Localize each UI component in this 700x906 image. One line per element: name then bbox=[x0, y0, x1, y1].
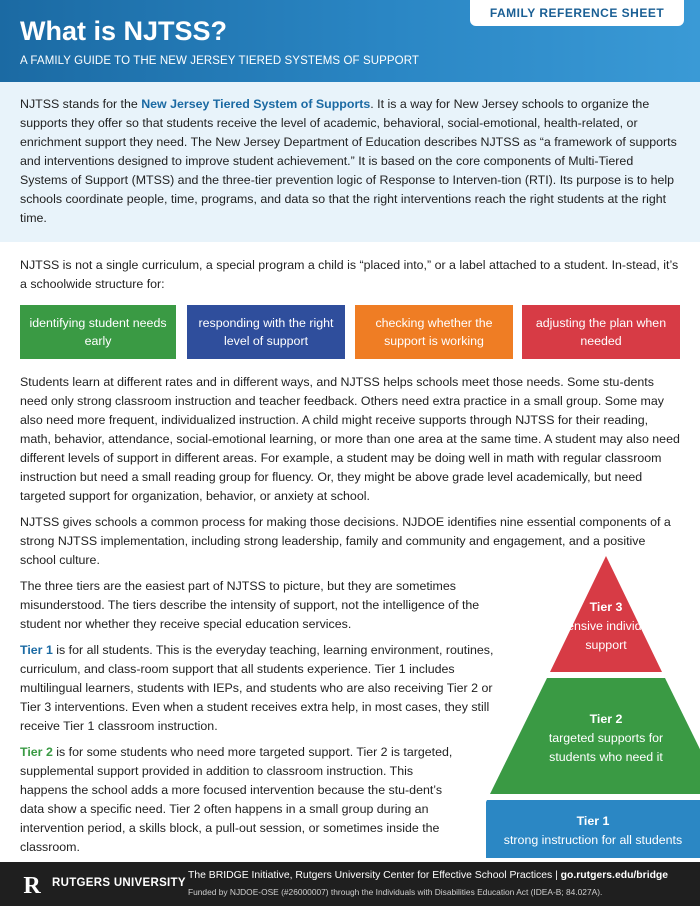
university-name: RUTGERS UNIVERSITY bbox=[52, 877, 186, 889]
tiers-paragraph: The three tiers are the easiest part of NJTSS to picture, but they are sometimes misunderstood. The tiers describe the intensity of support, not the intelligence of the student nor whether they receive special education services. bbox=[20, 579, 480, 631]
box-responding-support: responding with the right level of support bbox=[187, 305, 345, 359]
tier2-label: Tier 2 bbox=[20, 745, 53, 759]
tier1-label: Tier 1 bbox=[20, 643, 53, 657]
box-adjusting-plan: adjusting the plan when needed bbox=[522, 305, 680, 359]
footer bbox=[0, 862, 700, 906]
tier2-paragraph: Tier 2 is for some students who need more targeted support. Tier 2 is targeted, supplemental support provided in addition to classroom instruction. This happens the school adds a more focused intervention because the stu-dent’s data show a specific need. Tier 2 often happens in a small group during an intervention period, a skills block, a pull-out session, or sometimes inside the classroom. bbox=[20, 745, 453, 854]
family-reference-tab: FAMILY REFERENCE SHEET bbox=[470, 0, 684, 26]
svg-text:R: R bbox=[23, 873, 41, 896]
tier1-paragraph: Tier 1 is for all students. This is the everyday teaching, learning environment, routines, curriculum, and class-room support that all students experience. Tier 1 includes multilingual learners, students with IEPs, and students who are also receiving Tier 2 or Tier 3 interventions. Even when a student receives extra help, in most cases, they still receive Tier 1 classroom instruction. bbox=[20, 643, 494, 733]
pyramid-tier2-text bbox=[530, 710, 682, 767]
pyramid-tier2-desc: targeted supports for students who need it bbox=[548, 731, 664, 764]
structure-intro-paragraph: NJTSS is not a single curriculum, a special program a child is “placed into,” or a label attached to a student. In-stead, it’s a schoolwide structure for: bbox=[20, 258, 679, 291]
pyramid-tier1-desc: strong instruction for all students bbox=[503, 833, 683, 847]
pyramid-tier3-desc: intensive individual support bbox=[554, 619, 659, 652]
students-paragraph: Students learn at different rates and in different ways, and NJTSS helps schools meet those needs. Some stu-dents need only strong classroom instruction and teacher feedback. Others need extra practice in a small group. Some may also need more frequent, individualized instruction. A child might receive supports through NJTSS for their reading, math, behavior, attendance, social-emotional learning, or more than one area at the same time. A student may also need different levels of support in different areas. For example, a student may be doing well in math with regular classroom instruction but need a small reading group for fluency. Or, they might be above grade level academically, but need targeted support for organization, behavior, or anxiety at school. bbox=[20, 375, 680, 503]
funding-line: Funded by NJDOE-OSE (#26000007) through the Individuals with Disabilities Education Act (IDEA-B; 84.027A). bbox=[188, 887, 603, 897]
intro-paragraph: NJTSS stands for the New Jersey Tiered System of Supports. It is a way for New Jersey schools to organize the supports they offer so that students receive the level of academic, behavioral, social-emotional, health-related, or enrichment support they need. The New Jersey Department of Education describes NJTSS as “a framework of supports and interventions designed to improve student achievement.” It is based on the core components of Multi-Tiered Systems of Support (MTSS) and the three-tier prevention logic of Response to Interven-tion (RTI). Its purpose is to help schools coordinate people, time, programs, and data so that the right interventions reach the right students at the right time. bbox=[20, 97, 677, 225]
process-paragraph: NJTSS gives schools a common process for making those decisions. NJDOE identifies nine essential components of a strong NJTSS implementation, including strong leadership, family and community and engagement, and a positive school culture. bbox=[20, 515, 671, 567]
tier-pyramid bbox=[486, 556, 700, 858]
page-subtitle: A FAMILY GUIDE TO THE NEW JERSEY TIERED SYSTEMS OF SUPPORT bbox=[20, 55, 420, 67]
page-title: What is NJTSS? bbox=[20, 16, 228, 46]
box-identifying-needs: identifying student needs early bbox=[20, 305, 176, 359]
pyramid-tier1-text bbox=[486, 812, 700, 850]
box-checking-support: checking whether the support is working bbox=[355, 305, 513, 359]
pyramid-tier2-title: Tier 2 bbox=[589, 712, 623, 726]
rutgers-r-logo-icon bbox=[20, 872, 44, 896]
njtss-highlight: New Jersey Tiered System of Supports bbox=[141, 97, 371, 111]
credit-line: The BRIDGE Initiative, Rutgers University Center for Effective School Practices | go.rutgers.edu/bridge bbox=[188, 870, 669, 881]
header-banner bbox=[0, 0, 700, 82]
pyramid-tier1-title: Tier 1 bbox=[576, 814, 610, 828]
pyramid-tier3-title: Tier 3 bbox=[589, 600, 623, 614]
bridge-url-link[interactable]: go.rutgers.edu/bridge bbox=[560, 870, 669, 881]
pyramid-tier3-text bbox=[554, 598, 658, 655]
